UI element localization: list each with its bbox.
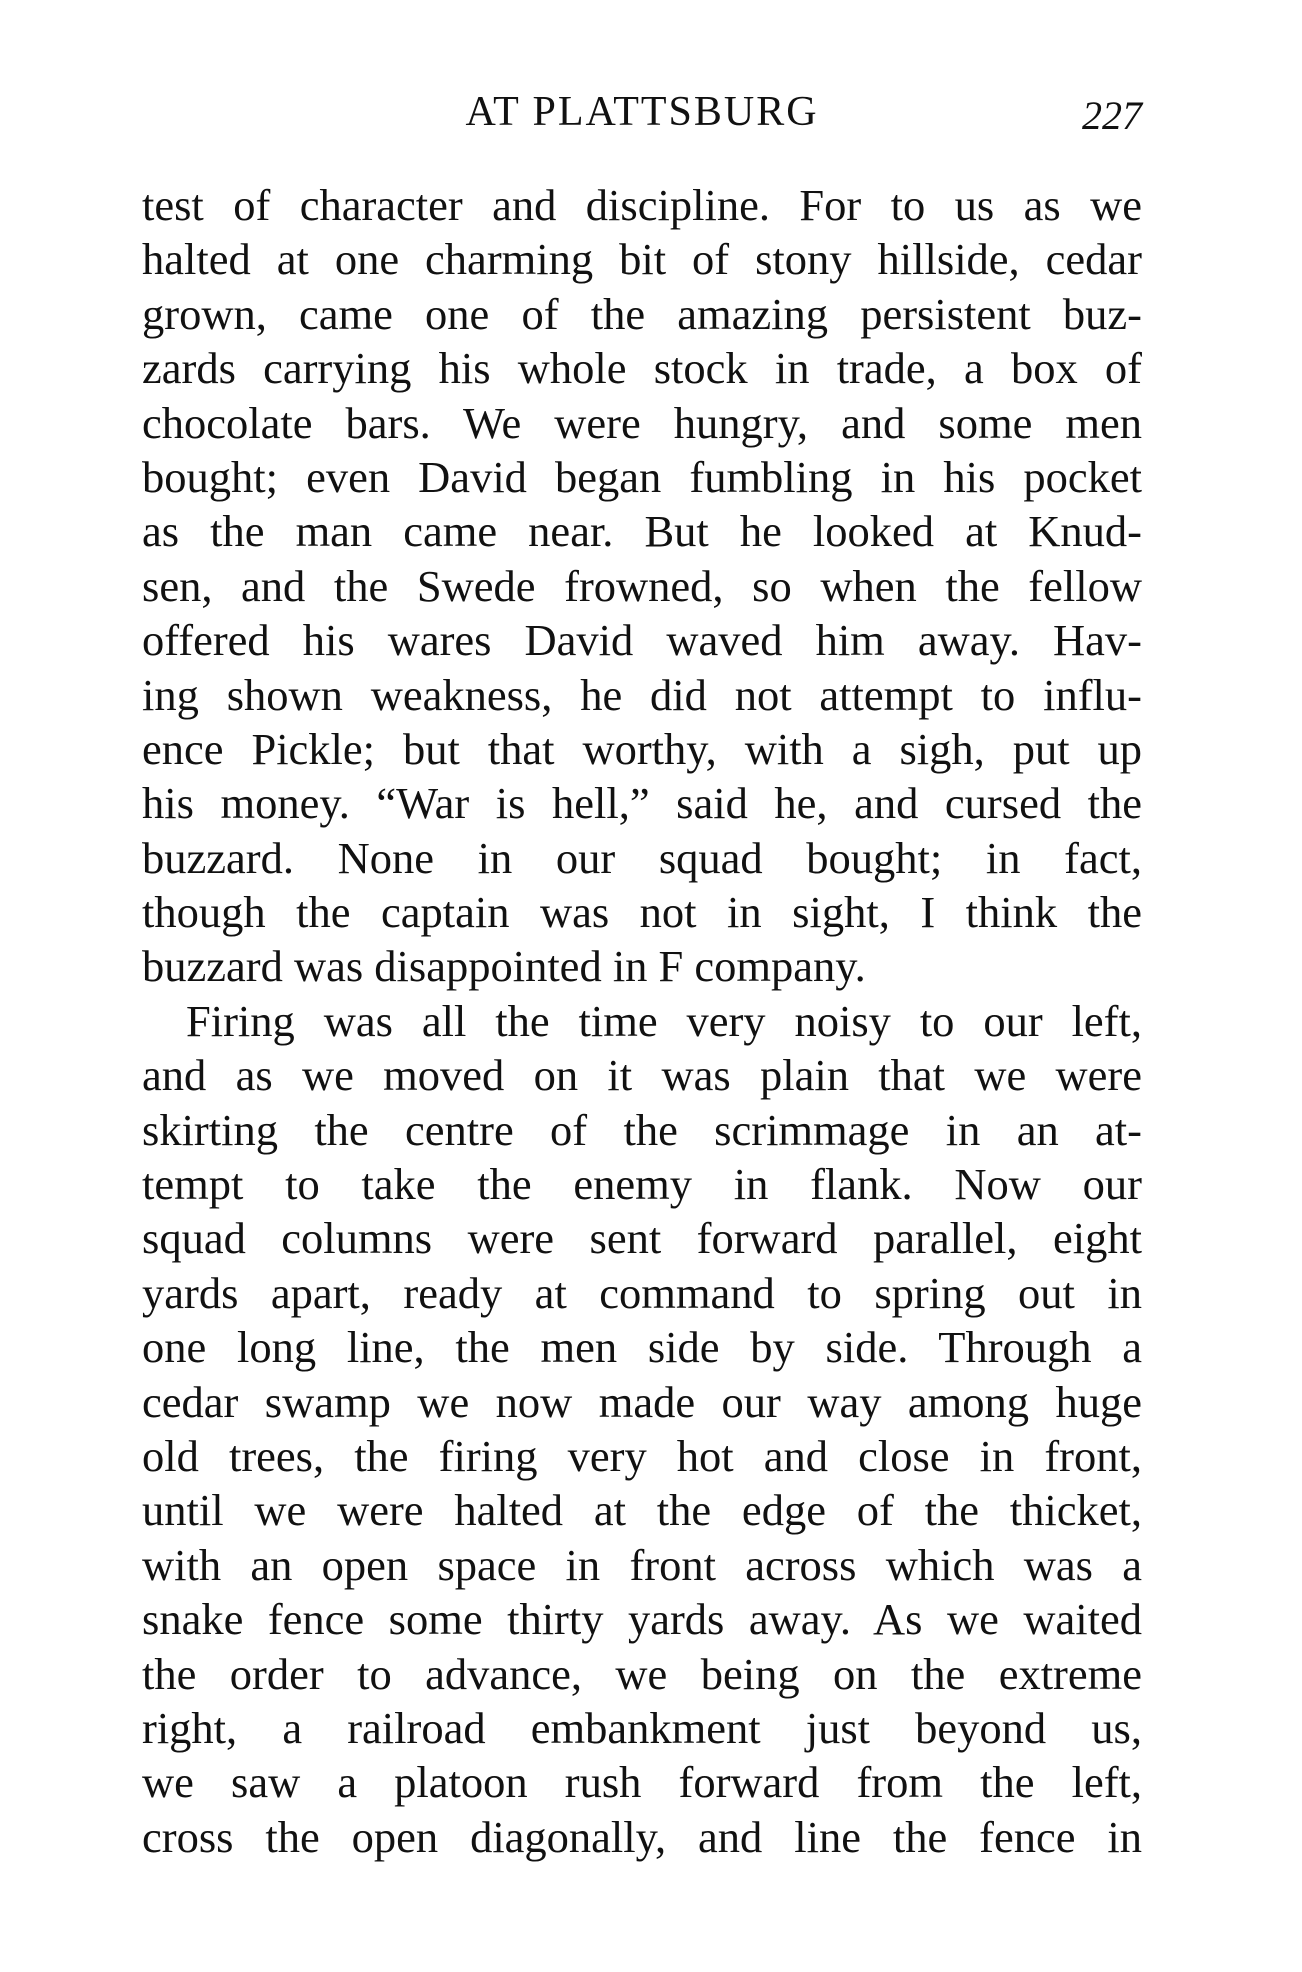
running-head (142, 82, 1142, 142)
text-line: offered his wares David waved him away. Hav- (142, 615, 1142, 666)
text-line: ing shown weakness, he did not attempt to influ- (142, 669, 1142, 720)
running-title: AT PLATTSBURG (465, 89, 819, 135)
text-line: though the captain was not in sight, I think the (142, 887, 1142, 938)
text-line: ence Pickle; but that worthy, with a sigh, put up (142, 723, 1142, 774)
text-line: old trees, the firing very hot and close in front, (142, 1430, 1142, 1481)
text-line: squad columns were sent forward parallel, eight (142, 1213, 1142, 1264)
page-number: 227 (1082, 93, 1142, 138)
text-line: with an open space in front across which was a (142, 1539, 1142, 1590)
text-line: snake fence some thirty yards away. As we waited (142, 1594, 1142, 1645)
text-line: his money. “War is hell,” said he, and cursed the (142, 778, 1142, 829)
text-line: the order to advance, we being on the extreme (142, 1648, 1142, 1699)
text-line: bought; even David began fumbling in his pocket (142, 451, 1142, 502)
text-line: buzzard. None in our squad bought; in fact, (142, 832, 1142, 883)
text-line: sen, and the Swede frowned, so when the fellow (142, 560, 1142, 611)
text-line: right, a railroad embankment just beyond us, (142, 1702, 1142, 1753)
text-line: cedar swamp we now made our way among huge (142, 1376, 1142, 1427)
body-text (142, 178, 1142, 1864)
text-line: zards carrying his whole stock in trade, a box of (142, 343, 1142, 394)
text-line: yards apart, ready at command to spring out in (142, 1267, 1142, 1318)
text-line: as the man came near. But he looked at Knud- (142, 506, 1142, 557)
text-line-paragraph-start: Firing was all the time very noisy to our left, (186, 995, 1142, 1046)
text-line: until we were halted at the edge of the thicket, (142, 1485, 1142, 1536)
text-line: and as we moved on it was plain that we were (142, 1050, 1142, 1101)
text-line: one long line, the men side by side. Through a (142, 1322, 1142, 1373)
text-line: tempt to take the enemy in flank. Now our (142, 1159, 1142, 1210)
text-line: we saw a platoon rush forward from the left, (142, 1757, 1142, 1808)
text-line: skirting the centre of the scrimmage in an at- (142, 1104, 1142, 1155)
text-line: halted at one charming bit of stony hillside, cedar (142, 234, 1142, 285)
text-line-paragraph-end: buzzard was disappointed in F company. (142, 941, 866, 992)
text-line: cross the open diagonally, and line the fence in (142, 1811, 1142, 1862)
text-line: chocolate bars. We were hungry, and some men (142, 397, 1142, 448)
text-line: grown, came one of the amazing persistent buz- (142, 288, 1142, 339)
text-line: test of character and discipline. For to us as we (142, 180, 1142, 230)
